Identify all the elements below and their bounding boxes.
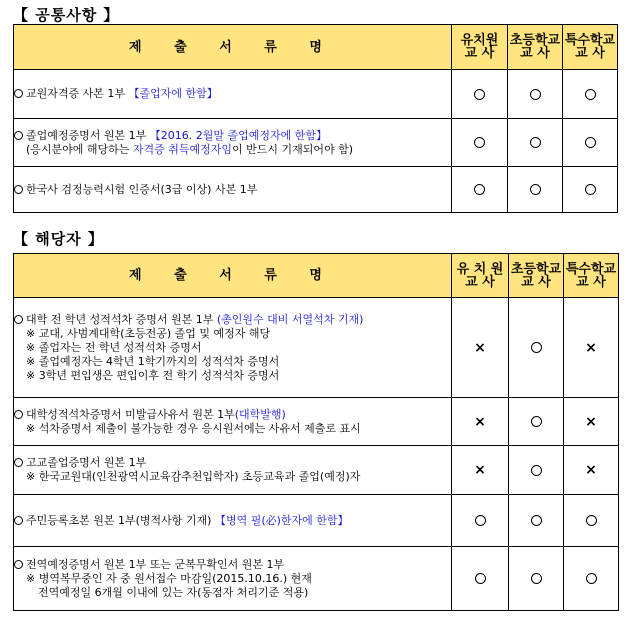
header-line: 교 사 [464, 46, 495, 61]
header-elementary [509, 254, 564, 298]
header-line: 유치원 [460, 33, 499, 48]
mark-kindergarten: × [452, 446, 509, 495]
circle-mark-icon [530, 137, 541, 148]
document-item: 대학성적석차증명서 미발급사유서 원본 1부(대학발행) ※ 석차증명서 제출이 불가능한 경우 응시원서에는 사유서 제출로 표시 [14, 398, 452, 446]
table-row [14, 398, 619, 446]
mark-special: × [564, 298, 619, 398]
header-special [563, 25, 618, 70]
mark-elementary [509, 547, 564, 611]
mark-special [564, 547, 619, 611]
header-line: 교 사 [521, 274, 551, 290]
header-line: 초등학교 [509, 33, 561, 48]
circle-mark-icon [475, 573, 486, 584]
circle-mark-icon [585, 137, 596, 148]
circle-mark-icon [531, 515, 542, 526]
mark-elementary [509, 446, 564, 495]
table-row [14, 547, 619, 611]
circle-mark-icon [475, 515, 486, 526]
header-kindergarten [452, 254, 509, 298]
circle-mark-icon [531, 416, 542, 427]
mark-kindergarten: × [452, 398, 509, 446]
circle-mark-icon [585, 89, 596, 100]
mark-special: × [564, 398, 619, 446]
section-title-applicant: 【 해당자 】 [13, 230, 104, 248]
mark-elementary [508, 70, 563, 119]
mark-kindergarten: × [452, 298, 509, 398]
bullet-icon [14, 89, 23, 98]
document-item: 교원자격증 사본 1부 【졸업자에 한함】 [14, 70, 452, 119]
mark-elementary [509, 298, 564, 398]
mark-special [563, 167, 618, 213]
circle-mark-icon [530, 89, 541, 100]
bullet-icon [14, 315, 23, 324]
common-documents-table [13, 24, 618, 213]
mark-special [564, 495, 619, 547]
mark-special [563, 119, 618, 167]
table-row [14, 298, 619, 398]
circle-mark-icon [531, 342, 542, 353]
circle-mark-icon [586, 515, 597, 526]
header-line: 초등학교 [510, 261, 562, 277]
table-header-row [14, 254, 619, 298]
mark-kindergarten [452, 70, 508, 119]
bullet-icon [14, 131, 23, 140]
header-line: 교 사 [576, 274, 606, 290]
table-row [14, 119, 618, 167]
document-item: 한국사 검정능력시험 인증서(3급 이상) 사본 1부 [14, 167, 452, 213]
mark-elementary [509, 495, 564, 547]
circle-mark-icon [586, 573, 597, 584]
circle-mark-icon [585, 184, 596, 195]
header-document-name: 제 출 서 류 명 [14, 254, 452, 298]
bullet-icon [14, 458, 23, 467]
mark-kindergarten [452, 495, 509, 547]
header-line: 교 사 [575, 46, 605, 61]
bullet-icon [14, 410, 23, 419]
table-row [14, 167, 618, 213]
document-item: 대학 전 학년 성적석차 증명서 원본 1부 (총인원수 대비 서열석차 기재) ※ 교대, 사범계대학(초등전공) 졸업 및 예정자 해당 ※ 졸업자는 전 학년 성적석차 증명서 ※ 졸업예정자는 4학년 1학기까지의 성적석차 증명서 ※ 3학년 편입생은 편입이후 전 학기 성적석차 증명서 [14, 298, 452, 398]
circle-mark-icon [531, 573, 542, 584]
table-row [14, 70, 618, 119]
circle-mark-icon [474, 89, 485, 100]
mark-elementary [508, 119, 563, 167]
circle-mark-icon [530, 184, 541, 195]
bullet-icon [14, 560, 23, 569]
document-item: 졸업예정증명서 원본 1부 【2016. 2월말 졸업예정자에 한함】 (응시분야에 해당하는 자격증 취득예정자임이 반드시 기재되어야 함) [14, 119, 452, 167]
document-item: 주민등록초본 원본 1부(병적사항 기재) 【병역 필(必)한자에 한함】 [14, 495, 452, 547]
header-special [564, 254, 619, 298]
applicant-documents-table [13, 253, 619, 611]
mark-special [563, 70, 618, 119]
header-line: 특수학교 [565, 261, 617, 277]
section-title-common: 【 공통사항 】 [13, 6, 120, 24]
bullet-icon [14, 185, 23, 194]
circle-mark-icon [474, 184, 485, 195]
table-header-row [14, 25, 618, 70]
header-document-name: 제 출 서 류 명 [14, 25, 452, 70]
mark-special: × [564, 446, 619, 495]
header-elementary [508, 25, 563, 70]
mark-elementary [508, 167, 563, 213]
circle-mark-icon [474, 137, 485, 148]
table-row [14, 495, 619, 547]
bullet-icon [14, 516, 23, 525]
header-line: 교 사 [520, 46, 550, 61]
header-line: 교 사 [465, 274, 495, 290]
mark-elementary [509, 398, 564, 446]
document-item: 고교졸업증명서 원본 1부 ※ 한국교원대(인천광역시교육감추천입학자) 초등교육과 졸업(예정)자 [14, 446, 452, 495]
mark-kindergarten [452, 167, 508, 213]
mark-kindergarten [452, 547, 509, 611]
header-kindergarten [452, 25, 508, 70]
table-row [14, 446, 619, 495]
header-line: 특수학교 [564, 33, 616, 48]
circle-mark-icon [531, 465, 542, 476]
document-item: 전역예정증명서 원본 1부 또는 군복무확인서 원본 1부 ※ 병역복무중인 자 중 원서접수 마감일(2015.10.16.) 현재 전역예정일 6개월 이내에 있는 자(동점자 처리기준 적용) [14, 547, 452, 611]
mark-kindergarten [452, 119, 508, 167]
header-line: 유 치 원 [456, 261, 504, 277]
